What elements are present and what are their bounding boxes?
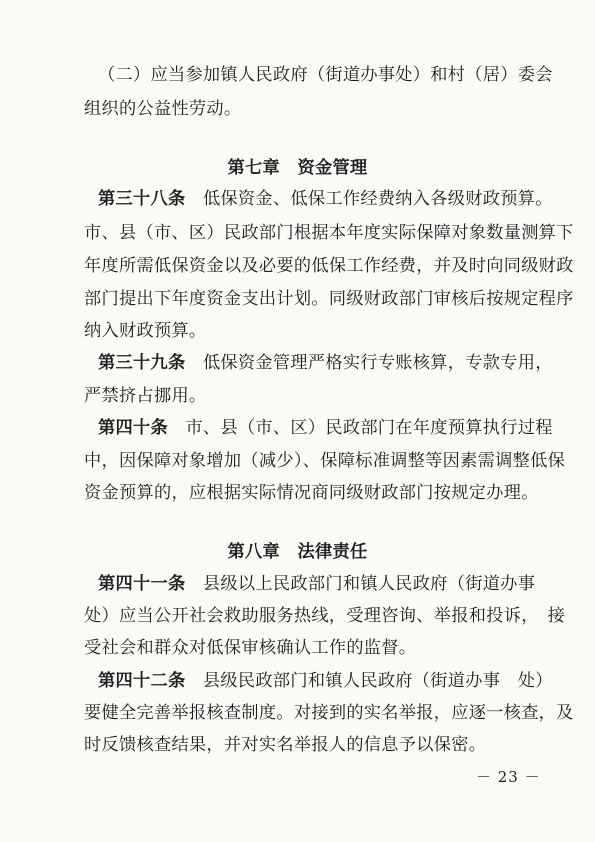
body-line: 组织的公益性劳动。 [84,99,242,119]
body-line: 处）应当公开社会救助服务热线，受理咨询、举报和投诉， 接 [84,606,566,626]
article-text: 县级以上民政部门和镇人民政府（街道办事 [185,574,536,594]
article-first-line [98,188,553,210]
article-label: 第三十九条 [98,353,186,373]
body-line: 资金预算的，应根据实际情况商同级财政部门按规定办理。 [84,483,539,503]
body-line: 部门提出下年度资金支出计划。同级财政部门审核后按规定程序 [84,289,574,309]
article-text: 低保资金、低保工作经费纳入各级财政预算。 [185,189,553,209]
body-line: 年度所需低保资金以及必要的低保工作经费，并及时向同级财政 [84,256,574,276]
article-first-line [98,417,553,439]
article-text: 低保资金管理严格实行专账核算，专款专用， [185,353,553,373]
article-label: 第四十条 [98,418,168,438]
page-number: － 23 － [476,768,541,786]
body-line: 要健全完善举报核查制度。对接到的实名举报，应逐一核查，及 [84,703,574,723]
chapter-heading: 第七章 资金管理 [227,158,368,178]
body-line: （二）应当参加镇人民政府（街道办事处）和村（居）委会 [98,65,553,85]
body-line: 纳入财政预算。 [84,321,207,341]
body-line: 中，因保障对象增加（减少）、保障标准调整等因素需调整低保 [84,451,566,471]
body-line: 严禁挤占挪用。 [84,386,207,406]
article-text: 县级民政部门和镇人民政府（街道办事 处） [185,671,553,691]
body-line: 市、县（市、区）民政部门根据本年度实际保障对象数量测算下 [84,223,574,243]
article-text: 市、县（市、区）民政部门在年度预算执行过程 [167,418,553,438]
article-label: 第三十八条 [98,189,186,209]
article-label: 第四十一条 [98,574,186,594]
body-line: 受社会和群众对低保审核确认工作的监督。 [84,638,417,658]
article-label: 第四十二条 [98,671,186,691]
chapter-heading: 第八章 法律责任 [227,542,368,562]
article-first-line [98,352,553,374]
article-first-line [98,573,535,595]
body-line: 时反馈核查结果，并对实名举报人的信息予以保密。 [84,735,487,755]
article-first-line [98,670,553,692]
